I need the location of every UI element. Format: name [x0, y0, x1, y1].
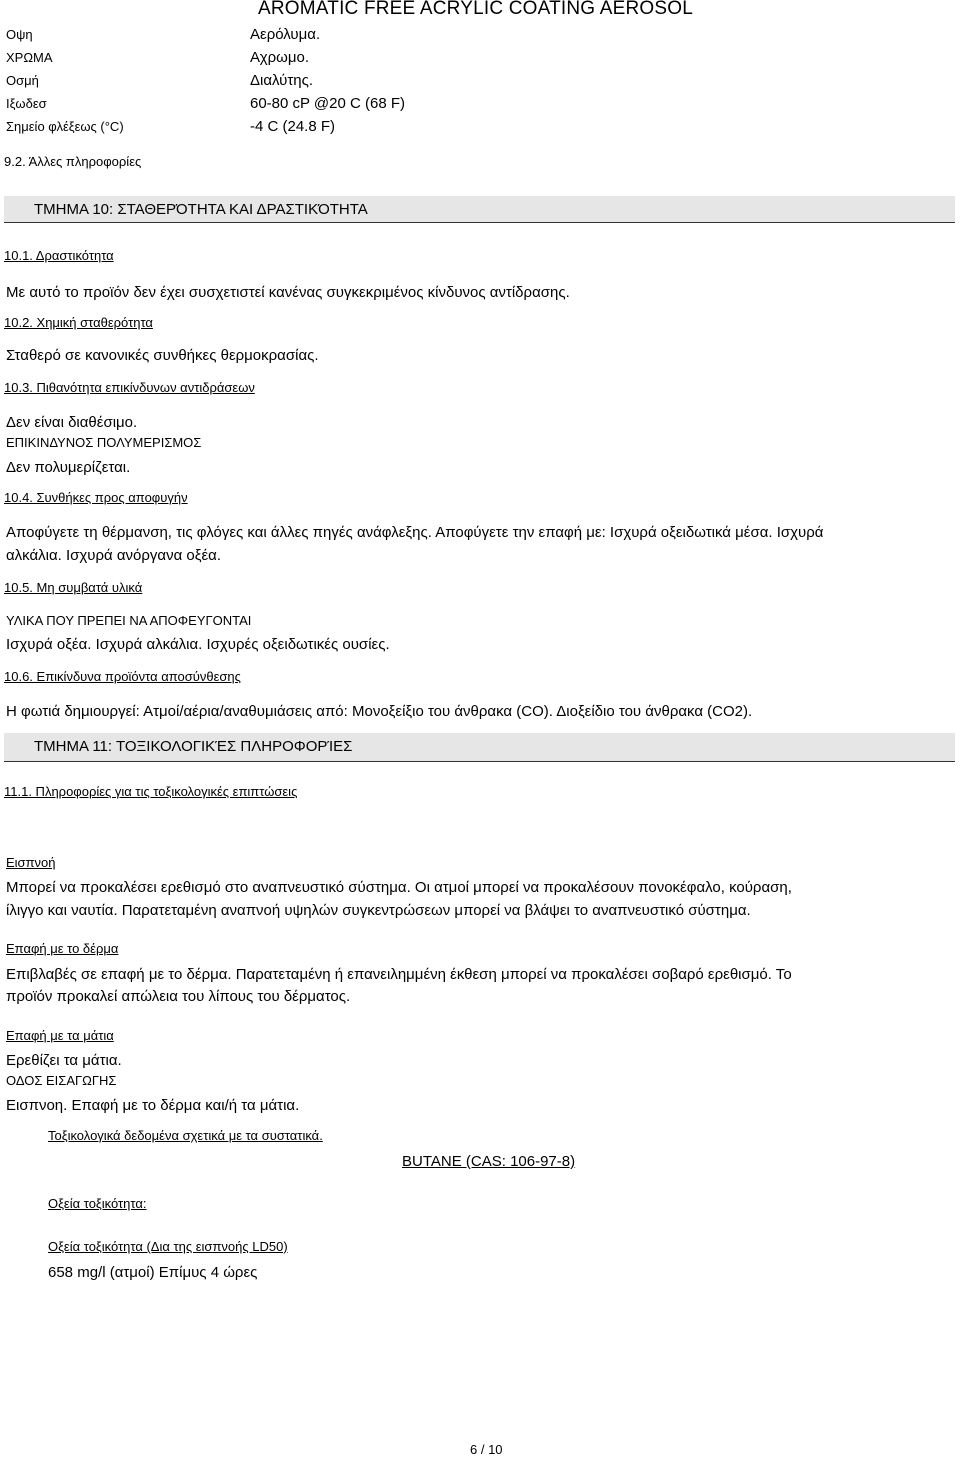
acute-inhalation-label: Οξεία τοξικότητα (Δια της εισπνοής LD50) [48, 1239, 288, 1254]
property-label: Ιξωδεσ [6, 96, 47, 111]
property-value: Αχρωμο. [250, 49, 310, 66]
route-of-entry-label: ΟΔΟΣ ΕΙΣΑΓΩΓΗΣ [6, 1073, 117, 1088]
property-label: Σημείο φλέξεως (°C) [6, 119, 124, 134]
conditions-to-avoid-line-2: αλκάλια. Ισχυρά ανόργανα οξέα. [6, 547, 222, 564]
section-title-10: ΤΜΗΜΑ 10: ΣΤΑΘΕΡΌΤΗΤΑ ΚΑΙ ΔΡΑΣΤΙΚΌΤΗΤΑ [34, 201, 368, 218]
eye-contact-label: Επαφή με τα μάτια [6, 1028, 114, 1043]
section-title-11: ΤΜΗΜΑ 11: ΤΟΞΙΚΟΛΟΓΙΚΈΣ ΠΛΗΡΟΦΟΡΊΕΣ [34, 738, 353, 755]
subsection-heading-10-6: 10.6. Επικίνδυνα προϊόντα αποσύνθεσης [4, 669, 241, 684]
section-header-10 [4, 196, 955, 223]
page-number: 6 / 10 [470, 1442, 503, 1457]
property-label: ΧΡΩΜΑ [6, 50, 53, 65]
reactivity-text: Με αυτό το προϊόν δεν έχει συσχετιστεί κανένας συγκεκριμένος κίνδυνος αντίδρασης. [6, 284, 570, 301]
polymerization-text: Δεν πολυμερίζεται. [6, 459, 131, 476]
eye-contact-text: Ερεθίζει τα μάτια. [6, 1052, 122, 1069]
materials-to-avoid-text: Ισχυρά οξέα. Ισχυρά αλκάλια. Ισχυρές οξειδωτικές ουσίες. [6, 636, 390, 653]
inhalation-line-1: Μπορεί να προκαλέσει ερεθισμό στο αναπνευστικό σύστημα. Οι ατμοί μπορεί να προκαλέσουν πονοκέφαλο, κούραση, [6, 879, 792, 896]
property-value: -4 C (24.8 F) [250, 118, 336, 135]
subsection-heading-10-4: 10.4. Συνθήκες προς αποφυγήν [4, 490, 188, 505]
component-name: BUTANE (CAS: 106-97-8) [402, 1153, 576, 1170]
subsection-heading-10-1: 10.1. Δραστικότητα [4, 248, 114, 263]
skin-contact-label: Επαφή με το δέρμα [6, 941, 119, 956]
skin-contact-line-2: προϊόν προκαλεί απώλεια του λίπους του δέρματος. [6, 988, 351, 1005]
inhalation-line-2: ίλιγγο και ναυτία. Παρατεταμένη αναπνοή υψηλών συγκεντρώσεων μπορεί να βλάψει το αναπνευστικό σύστημα. [6, 902, 751, 919]
stability-text: Σταθερό σε κανονικές συνθήκες θερμοκρασίας. [6, 347, 319, 364]
route-of-entry-text: Εισπνοη. Επαφή με το δέρμα και/ή τα μάτια. [6, 1097, 300, 1114]
polymerization-label: ΕΠΙΚΙΝΔΥΝΟΣ ΠΟΛΥΜΕΡΙΣΜΟΣ [6, 435, 202, 450]
acute-toxicity-label: Οξεία τοξικότητα: [48, 1196, 147, 1211]
hazardous-reactions-text: Δεν είναι διαθέσιμο. [6, 414, 138, 431]
property-label: Οσμή [6, 73, 39, 88]
property-value: Αερόλυμα. [250, 26, 321, 43]
toxicological-data-label: Τοξικολογικά δεδομένα σχετικά με τα συστατικά. [48, 1128, 323, 1143]
conditions-to-avoid-line-1: Αποφύγετε τη θέρμανση, τις φλόγες και άλλες πηγές ανάφλεξης. Αποφύγετε την επαφή με: Ισχυρά οξειδωτικά μέσα. Ισχυρά [6, 524, 824, 541]
decomposition-products-text: Η φωτιά δημιουργεί: Ατμοί/αέρια/αναθυμιάσεις από: Μονοξείξιο του άνθρακα (CO). Διοξείδιο του άνθρακα (CO2). [6, 703, 753, 720]
materials-to-avoid-label: ΥΛΙΚΑ ΠΟΥ ΠΡΕΠΕΙ ΝΑ ΑΠΟΦΕΥΓΟΝΤΑΙ [6, 613, 252, 628]
subsection-heading-10-5: 10.5. Μη συμβατά υλικά [4, 580, 143, 595]
subsection-heading-11-1: 11.1. Πληροφορίες για τις τοξικολογικές επιπτώσεις [4, 784, 298, 799]
acute-inhalation-value: 658 mg/l (ατμοί) Επίμυς 4 ώρες [48, 1264, 258, 1281]
subsection-heading-9-2: 9.2. Άλλες πληροφορίες [4, 154, 142, 169]
section-header-11 [4, 733, 955, 762]
property-value: 60-80 cP @20 C (68 F) [250, 95, 406, 112]
property-label: Οψη [6, 27, 33, 42]
subsection-heading-10-3: 10.3. Πιθανότητα επικίνδυνων αντιδράσεων [4, 380, 255, 395]
inhalation-label: Εισπνοή [6, 855, 56, 870]
document-title: AROMATIC FREE ACRYLIC COATING AEROSOL [258, 0, 693, 19]
subsection-heading-10-2: 10.2. Χημική σταθερότητα [4, 315, 153, 330]
property-value: Διαλύτης. [250, 72, 314, 89]
skin-contact-line-1: Επιβλαβές σε επαφή με το δέρμα. Παρατεταμένη ή επανειλημμένη έκθεση μπορεί να προκαλέσει σοβαρό ερεθισμό. Το [6, 966, 792, 983]
